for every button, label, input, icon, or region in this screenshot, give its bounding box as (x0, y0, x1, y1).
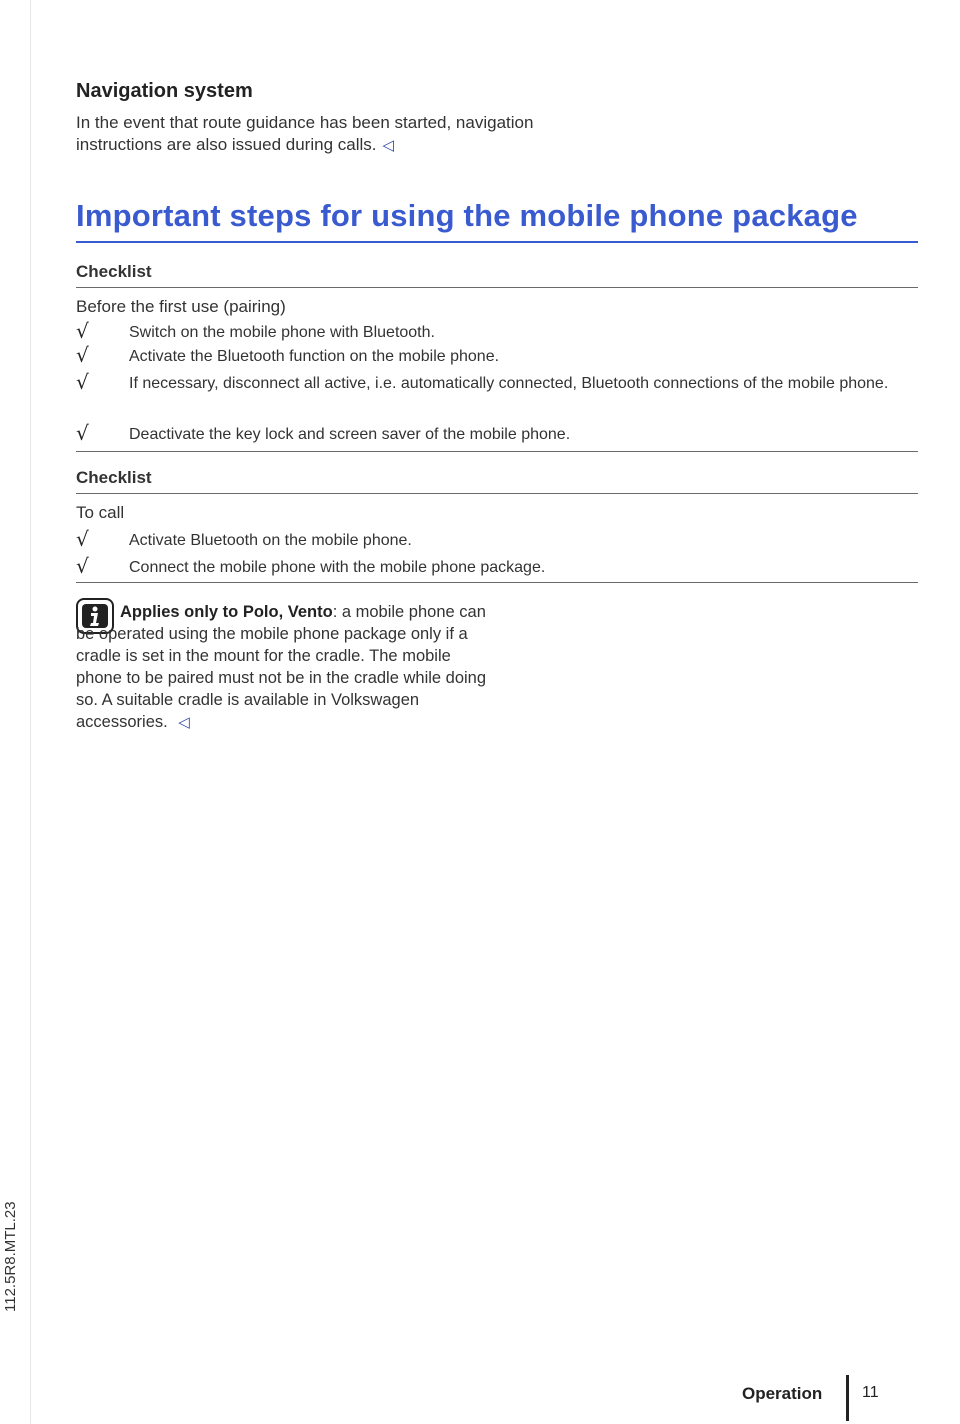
navigation-system-text (76, 112, 596, 157)
checkmark-icon: √ (76, 343, 89, 367)
checkmark-icon: √ (76, 319, 89, 343)
checklist-top-rule (76, 287, 918, 288)
checklist-heading: Checklist (76, 468, 152, 487)
navigation-system-paragraph: In the event that route guidance has been started, navigation instructions are also issued during calls. (76, 113, 534, 154)
footer-section-label: Operation (742, 1384, 823, 1403)
checklist-item-text: Activate the Bluetooth function on the mobile phone. (129, 348, 500, 365)
margin-line (30, 0, 31, 1424)
checklist-top-rule (76, 493, 918, 494)
info-note-prefix: Applies only to Polo, Vento (120, 603, 333, 621)
checkmark-icon: √ (76, 527, 89, 551)
checklist-heading: Checklist (76, 262, 152, 281)
page-title: Important steps for using the mobile phone package (76, 198, 858, 233)
checklist-item-text: Deactivate the key lock and screen saver of the mobile phone. (129, 426, 571, 443)
page-number: 11 (862, 1384, 879, 1401)
checklist-item-text: If necessary, disconnect all active, i.e. automatically connected, Bluetooth connections of the mobile phone. (129, 375, 889, 392)
footer-divider (846, 1375, 849, 1421)
checklist-item-text: Activate Bluetooth on the mobile phone. (129, 532, 412, 549)
info-note-text: : a mobile phone can be operated using the mobile phone package only if a cradle is set in the mount for the cradle. The mobile phone to be paired must not be in the cradle while doing so. A suitable cradle is available in Volkswagen accessories. (76, 603, 487, 731)
checkmark-icon: √ (76, 421, 89, 445)
checklist-item-text: Connect the mobile phone with the mobile phone package. (129, 559, 546, 576)
checklist-item-text: Switch on the mobile phone with Bluetooth. (129, 324, 435, 341)
checklist-bottom-rule (76, 451, 918, 452)
checklist-bottom-rule (76, 582, 918, 583)
checkmark-icon: √ (76, 370, 89, 394)
section-end-icon: ◁ (382, 137, 395, 154)
checklist-intro: Before the first use (pairing) (76, 297, 286, 316)
navigation-system-heading: Navigation system (76, 80, 253, 102)
checklist-intro: To call (76, 503, 125, 522)
document-code: 112.5R8.MTL.23 (2, 1201, 19, 1312)
section-end-icon: ◁ (178, 714, 190, 731)
title-underline (76, 241, 918, 243)
checkmark-icon: √ (76, 554, 89, 578)
info-note (76, 601, 496, 734)
